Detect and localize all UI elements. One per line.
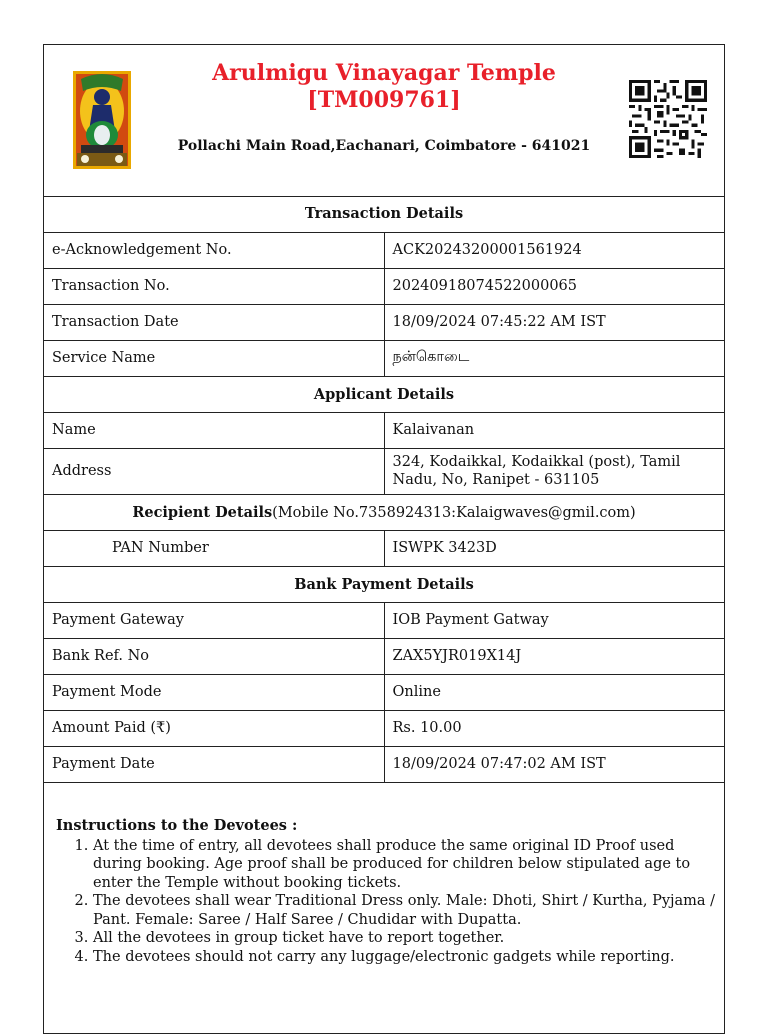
table-row — [44, 232, 724, 268]
recipient-section-title — [44, 494, 724, 530]
receipt-header — [44, 45, 724, 197]
list-item: 1. At the time of entry, all devotees shall produce the same original ID Proof used during booking. Age proof shall be produced for children below stipulated age to enter the Temple without booking tickets. — [93, 837, 716, 893]
row-label: Transaction No. — [44, 268, 384, 304]
temple-code: [TM009761] — [307, 87, 461, 113]
row-value: ACK20243200001561924 — [384, 232, 724, 268]
row-value: 324, Kodaikkal, Kodaikkal (post), Tamil Nadu, No, Ranipet - 631105 — [384, 448, 724, 494]
row-label: Payment Gateway — [44, 602, 384, 638]
row-label: Amount Paid (₹) — [44, 710, 384, 746]
table-row — [44, 638, 724, 674]
table-row — [44, 746, 724, 782]
row-value: Rs. 10.00 — [384, 710, 724, 746]
table-row — [44, 602, 724, 638]
list-item: 2. The devotees shall wear Traditional Dress only. Male: Dhoti, Shirt / Kurtha, Pyjama / Pant. Female: Saree / Half Saree / Chudidar with Dupatta. — [93, 892, 716, 929]
bank-section-title: Bank Payment Details — [44, 566, 724, 602]
row-label: Payment Mode — [44, 674, 384, 710]
applicant-section-title: Applicant Details — [44, 376, 724, 412]
transaction-section-title: Transaction Details — [44, 196, 724, 232]
row-label: Name — [44, 412, 384, 448]
table-row — [44, 340, 724, 376]
row-label: Address — [44, 448, 384, 494]
details-table — [44, 196, 724, 783]
instructions-title: Instructions to the Devotees : — [56, 817, 298, 834]
temple-address: Pollachi Main Road,Eachanari, Coimbatore - 641021 — [177, 138, 591, 154]
row-label: Service Name — [44, 340, 384, 376]
temple-name: Arulmigu Vinayagar Temple — [212, 60, 556, 86]
row-value: Online — [384, 674, 724, 710]
recipient-contact: (Mobile No.7358924313:Kalaigwaves@gmil.com) — [272, 504, 636, 521]
row-label: PAN Number — [44, 530, 384, 566]
table-row — [44, 674, 724, 710]
table-row — [44, 530, 724, 566]
row-value: Kalaivanan — [384, 412, 724, 448]
table-row — [44, 268, 724, 304]
row-label: Transaction Date — [44, 304, 384, 340]
qr-code-icon — [629, 80, 707, 158]
row-label: e-Acknowledgement No. — [44, 232, 384, 268]
table-row — [44, 304, 724, 340]
row-value: 20240918074522000065 — [384, 268, 724, 304]
row-label: Payment Date — [44, 746, 384, 782]
instructions-section — [56, 817, 716, 966]
table-row — [44, 412, 724, 448]
row-value: நன்கொடை — [384, 340, 724, 376]
row-value: 18/09/2024 07:45:22 AM IST — [384, 304, 724, 340]
receipt-frame — [43, 44, 725, 1034]
table-row — [44, 448, 724, 494]
list-item: 3. All the devotees in group ticket have to report together. — [93, 929, 716, 948]
table-row — [44, 710, 724, 746]
row-label: Bank Ref. No — [44, 638, 384, 674]
instructions-list — [56, 837, 716, 967]
row-value: IOB Payment Gatway — [384, 602, 724, 638]
row-value: ISWPK 3423D — [384, 530, 724, 566]
list-item: 4. The devotees should not carry any luggage/electronic gadgets while reporting. — [93, 948, 716, 967]
row-value: 18/09/2024 07:47:02 AM IST — [384, 746, 724, 782]
row-value: ZAX5YJR019X14J — [384, 638, 724, 674]
recipient-title-label: Recipient Details — [132, 503, 273, 521]
